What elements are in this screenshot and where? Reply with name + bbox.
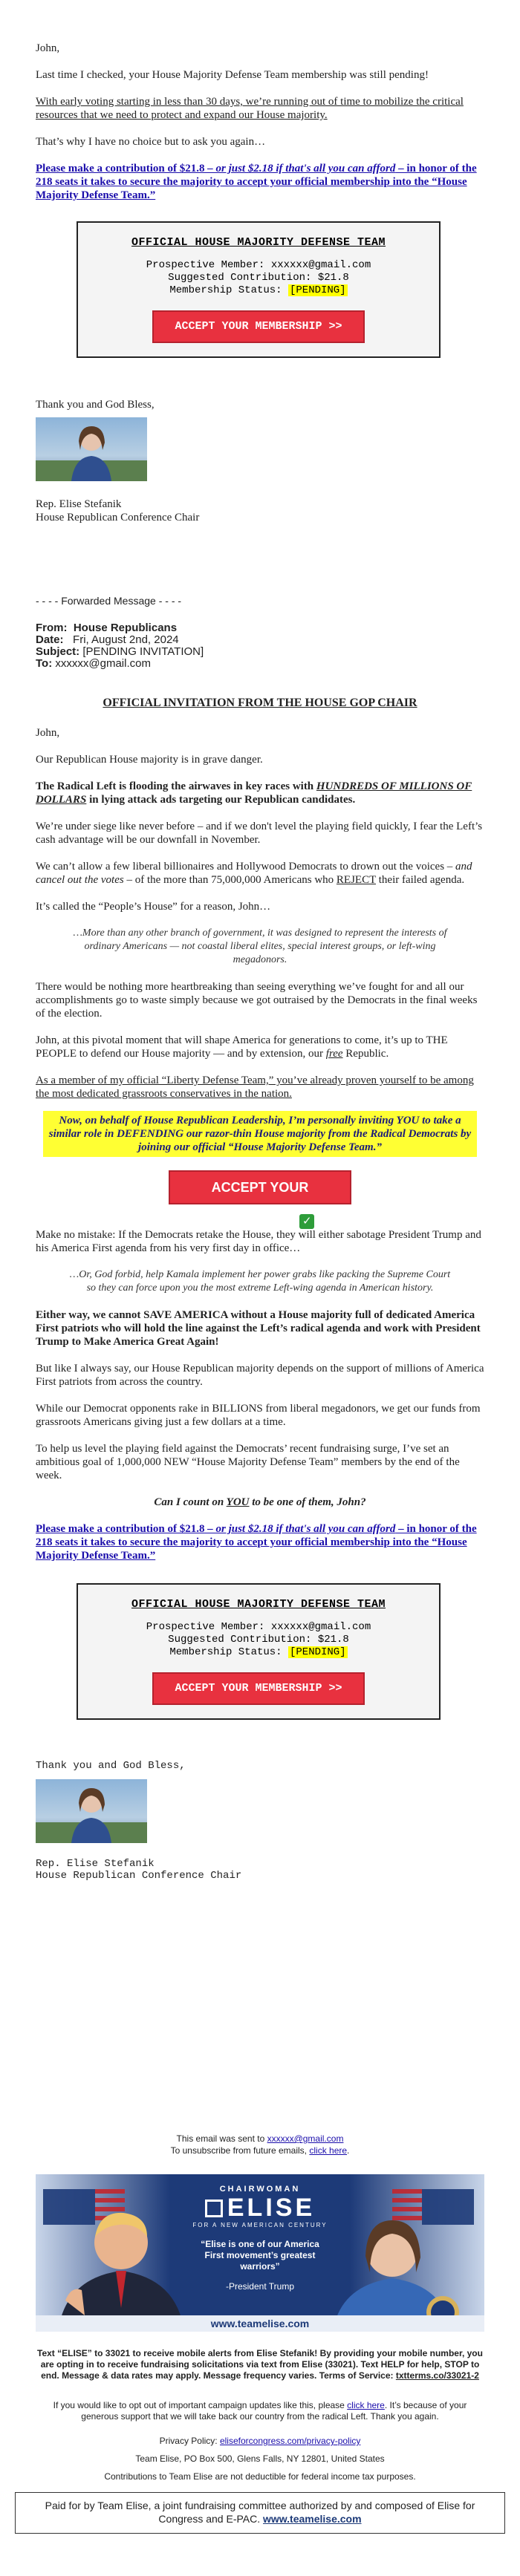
- signoff-name: Rep. Elise Stefanik: [36, 498, 122, 510]
- accept-membership-checked-button[interactable]: ACCEPT YOUR MEMBERSHIP ✓: [169, 1170, 351, 1204]
- prospective-member-row: Prospective Member: xxxxxx@gmail.com: [146, 1621, 371, 1633]
- mailing-address: Team Elise, PO Box 500, Glens Falls, NY 12801, United States: [135, 2453, 385, 2464]
- membership-box-title: OFFICIAL HOUSE MAJORITY DEFENSE TEAM: [131, 1598, 386, 1611]
- membership-status-row: Membership Status: [PENDING]: [169, 284, 346, 296]
- signoff-name-2: Rep. Elise Stefanik: [36, 1858, 155, 1870]
- from-value: House Republicans: [73, 622, 178, 634]
- banner-url[interactable]: www.teamelise.com: [36, 2315, 484, 2332]
- date-row: Date: Fri, August 2nd, 2024: [36, 633, 179, 646]
- sent-email-link[interactable]: xxxxxx@gmail.com: [267, 2133, 344, 2144]
- invitation-paragraph-1: Our Republican House majority is in grave danger.: [36, 754, 263, 766]
- tax-disclaimer: Contributions to Team Elise are not deductible for federal income tax purposes.: [104, 2471, 416, 2482]
- invitation-paragraph-11: But like I always say, our House Republican majority depends on the support of millions of America First patriots from across the country.: [36, 1363, 484, 1388]
- from-row: From: House Republicans: [36, 622, 178, 634]
- signature-photo-2: [36, 1779, 147, 1843]
- membership-box-2: [77, 1583, 441, 1720]
- intro-paragraph-2: With early voting starting in less than 30 days, we’re running out of time to mobilize the critical resources that we need to protect and expand our House majority.: [36, 96, 464, 121]
- membership-box: [77, 221, 441, 358]
- invitation-paragraph-6: There would be nothing more heartbreaking than seeing everything we’ve fought for and all our accomplishments go to waste simply because we got outraised by the Democrats in the final weeks of the election.: [36, 981, 478, 1020]
- elise-logo-icon: [205, 2200, 223, 2217]
- paid-for-link[interactable]: www.teamelise.com: [263, 2513, 362, 2525]
- invitation-paragraph-2: The Radical Left is flooding the airwaves in key races with HUNDREDS OF MILLIONS OF DOLLARS in lying attack ads targeting our Republican candidates.: [36, 780, 472, 806]
- invitation-heading: OFFICIAL INVITATION FROM THE HOUSE GOP CHAIR: [103, 697, 417, 709]
- privacy-line: Privacy Policy: eliseforcongress.com/privacy-policy: [159, 2436, 361, 2446]
- suggested-contribution-row: Suggested Contribution: $21.8: [168, 272, 349, 284]
- banner-subheading: FOR A NEW AMERICAN CENTURY: [192, 2222, 328, 2228]
- to-row: To: xxxxxx@gmail.com: [36, 657, 151, 670]
- invitation-paragraph-5: It’s called the “People’s House” for a reason, John…: [36, 901, 271, 913]
- invitation-paragraph-3: We’re under siege like never before – and if we don't level the playing field quickly, I fear the Left’s cash advantage will be our downfall in November.: [36, 821, 483, 846]
- optout-link[interactable]: click here: [347, 2400, 385, 2410]
- membership-box-title: OFFICIAL HOUSE MAJORITY DEFENSE TEAM: [131, 236, 386, 249]
- banner-small-heading: CHAIRWOMAN: [219, 2185, 301, 2194]
- optout-line: If you would like to opt out of important campaign updates like this, please click here. It’s because of your generous support that we will take back our country from the radical Left. Thank you again.: [53, 2400, 467, 2422]
- banner-attribution: -President Trump: [225, 2281, 295, 2292]
- checkmark-icon: ✓: [299, 1214, 314, 1229]
- banner-quote: “Elise is one of our America First movement’s greatest warriors”: [201, 2239, 319, 2272]
- unsubscribe-line: To unsubscribe from future emails, click here.: [170, 2145, 350, 2156]
- invitation-paragraph-9: Make no mistake: If the Democrats retake the House, they will either sabotage President Trump and his America First agenda from his very first day in office…: [36, 1229, 481, 1254]
- ask-bold: Please make a contribution of $21.8: [36, 163, 205, 175]
- contribution-ask-link[interactable]: [36, 162, 484, 202]
- banner-text: [36, 2185, 484, 2292]
- forwarded-header: [36, 622, 484, 670]
- intro-paragraph-3: That’s why I have no choice but to ask you again…: [36, 136, 266, 148]
- team-elise-banner[interactable]: [36, 2174, 484, 2332]
- sms-disclaimer: Text “ELISE” to 33021 to receive mobile alerts from Elise Stefanik! By providing your mobile number, you are opting in to receive fundraising solicitations via text from Elise (33021). Text HELP for help, STOP to end. Message & data rates may apply. Message frequency varies. Terms of Service: txtterms.co/33021-2: [37, 2348, 483, 2381]
- to-value: xxxxxx@gmail.com: [55, 657, 151, 670]
- signoff-title: House Republican Conference Chair: [36, 512, 200, 524]
- status-badge: [PENDING]: [290, 1646, 346, 1658]
- membership-status-row: Membership Status: [PENDING]: [169, 1646, 346, 1658]
- invitation-salutation: John,: [36, 727, 60, 739]
- signature-photo: [36, 417, 147, 481]
- portrait-image: [36, 417, 147, 481]
- date-value: Fri, August 2nd, 2024: [73, 633, 179, 646]
- contribution-ask-link-2[interactable]: Please make a contribution of $21.8 – or just $2.18 if that's all you can afford – in honor of the 218 seats it takes to secure the majority to accept your official membership into the “House Majority Defense Team.”: [36, 1523, 477, 1562]
- sms-terms-link[interactable]: txtterms.co/33021-2: [395, 2370, 479, 2381]
- invitation-paragraph-8: As a member of my official “Liberty Defense Team,” you’ve already proven yourself to be among the most dedicated grassroots conservatives in the nation.: [36, 1075, 474, 1100]
- count-on-you: Can I count on YOU to be one of them, John?: [154, 1496, 366, 1508]
- accept-membership-button-2[interactable]: ACCEPT YOUR MEMBERSHIP >>: [152, 1672, 365, 1705]
- unsubscribe-link[interactable]: click here: [309, 2145, 348, 2156]
- signoff-title-2: House Republican Conference Chair: [36, 1870, 242, 1882]
- invitation-paragraph-7: John, at this pivotal moment that will shape America for generations to come, it’s up to THE PEOPLE to defend our House majority — and by extension, our free Republic.: [36, 1034, 448, 1060]
- banner-big-heading: ELISE: [36, 2194, 484, 2222]
- signoff-thanks: Thank you and God Bless,: [36, 399, 155, 411]
- subject-value: [PENDING INVITATION]: [82, 645, 204, 658]
- sent-to-line: This email was sent to xxxxxx@gmail.com: [176, 2133, 344, 2144]
- contribution-amount: $21.8: [317, 272, 349, 284]
- prospective-member-row: Prospective Member: xxxxxx@gmail.com: [146, 259, 371, 271]
- status-badge: [PENDING]: [290, 284, 346, 296]
- salutation: John,: [36, 42, 60, 54]
- accept-membership-button[interactable]: ACCEPT YOUR MEMBERSHIP >>: [152, 310, 365, 343]
- forwarded-divider: - - - - Forwarded Message - - - -: [36, 595, 182, 607]
- privacy-link[interactable]: eliseforcongress.com/privacy-policy: [219, 2436, 361, 2446]
- invitation-paragraph-12: While our Democrat opponents rake in BILLIONS from liberal megadonors, we get our funds from grassroots Americans giving just a few dollars at a time.: [36, 1403, 481, 1428]
- signoff-thanks-2: Thank you and God Bless,: [36, 1760, 186, 1772]
- intro-paragraph-1: Last time I checked, your House Majority Defense Team membership was still pending!: [36, 69, 429, 81]
- portrait-image: [36, 1779, 147, 1843]
- member-email: xxxxxx@gmail.com: [270, 259, 371, 271]
- invitation-paragraph-10: Either way, we cannot SAVE AMERICA without a House majority full of dedicated America First patriots who will hold the line against the Left’s radical agenda and work with President Trump to Make America Great Again!: [36, 1309, 481, 1348]
- subject-row: Subject: [PENDING INVITATION]: [36, 645, 204, 658]
- ask-rest: – in honor of the 218 seats it takes to secure the majority to accept your official membership into the “House Majority Defense Team.”: [36, 163, 477, 201]
- invitation-paragraph-13: To help us level the playing field against the Democrats’ recent fundraising surge, I’ve set an ambitious goal of 1,000,000 NEW “House Majority Defense Team” members by the end of the week.: [36, 1443, 460, 1481]
- quote-2: …Or, God forbid, help Kamala implement her power grabs like packing the Supreme Court so they can force upon you the most extreme Left-wing agenda in American history.: [69, 1269, 451, 1294]
- ask-italic: – or just $2.18 if that's all you can afford: [204, 163, 396, 175]
- invitation-highlight: Now, on behalf of House Republican Leadership, I’m personally inviting YOU to take a similar role in DEFENDING our razor-thin House majority from the Radical Democrats by joining our official “House Majority Defense Team.”: [43, 1111, 477, 1157]
- invitation-paragraph-4: We can’t allow a few liberal billionaires and Hollywood Democrats to drown out the voices – and cancel out the votes – of the more than 75,000,000 Americans who REJECT their failed agenda.: [36, 861, 472, 886]
- quote-1: …More than any other branch of government, it was designed to represent the interests of ordinary Americans — not coastal liberal elites, special interest groups, or left-wing megadonors.: [73, 927, 447, 965]
- paid-for-box: Paid for by Team Elise, a joint fundraising committee authorized by and composed of Elise for Congress and E-PAC. www.teamelise.com: [15, 2492, 505, 2534]
- suggested-contribution-row: Suggested Contribution: $21.8: [168, 1634, 349, 1646]
